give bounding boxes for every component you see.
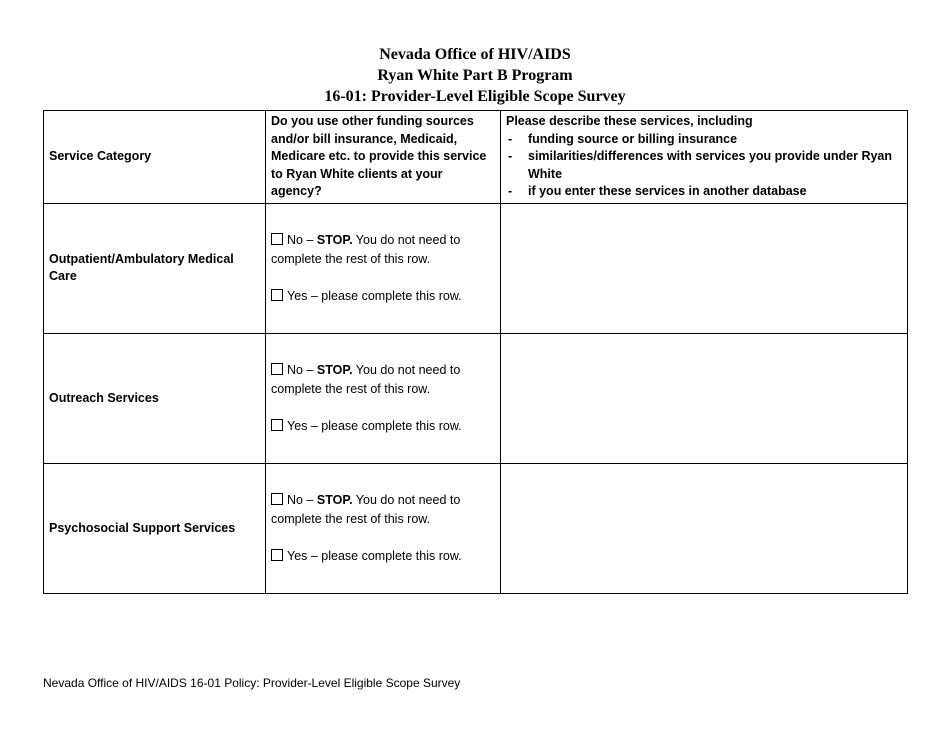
- description-input-cell[interactable]: [501, 333, 908, 463]
- yes-option: Yes – please complete this row.: [271, 417, 495, 436]
- no-option: No – STOP. You do not need to complete the rest of this row.: [271, 233, 461, 266]
- service-category-cell: Psychosocial Support Services: [44, 463, 266, 593]
- description-bullet: - if you enter these services in another database: [506, 183, 902, 201]
- service-category-cell: Outreach Services: [44, 333, 266, 463]
- yes-checkbox[interactable]: [271, 549, 283, 561]
- table-header-row: [44, 111, 908, 204]
- no-option: No – STOP. You do not need to complete the rest of this row.: [271, 363, 461, 396]
- description-input-cell[interactable]: [501, 203, 908, 333]
- description-bullet: - funding source or billing insurance: [506, 131, 902, 149]
- yes-checkbox[interactable]: [271, 419, 283, 431]
- description-header-intro: Please describe these services, including: [506, 114, 753, 128]
- description-header: [501, 111, 908, 204]
- title-line-2: Ryan White Part B Program: [377, 67, 573, 84]
- service-category-header: Service Category: [44, 111, 266, 204]
- no-checkbox[interactable]: [271, 493, 283, 505]
- survey-table: [43, 110, 908, 594]
- yes-option: Yes – please complete this row.: [271, 287, 495, 306]
- yes-checkbox[interactable]: [271, 289, 283, 301]
- no-option: No – STOP. You do not need to complete the rest of this row.: [271, 493, 461, 526]
- no-checkbox[interactable]: [271, 363, 283, 375]
- title-line-3: 16-01: Provider-Level Eligible Scope Survey: [324, 88, 626, 105]
- description-bullet-list: [506, 131, 902, 201]
- description-input-cell[interactable]: [501, 463, 908, 593]
- funding-options-cell: [266, 463, 501, 593]
- service-category-cell: Outpatient/Ambulatory Medical Care: [44, 203, 266, 333]
- funding-question-header: Do you use other funding sources and/or bill insurance, Medicaid, Medicare etc. to provide this service to Ryan White clients at your agency?: [266, 111, 501, 204]
- yes-option: Yes – please complete this row.: [271, 547, 495, 566]
- page-footer: Nevada Office of HIV/AIDS 16-01 Policy: Provider-Level Eligible Scope Survey: [43, 676, 461, 690]
- table-row: [44, 463, 908, 593]
- table-row: [44, 333, 908, 463]
- description-bullet: - similarities/differences with services you provide under Ryan White: [506, 148, 902, 183]
- title-line-1: Nevada Office of HIV/AIDS: [379, 46, 571, 63]
- funding-options-cell: [266, 333, 501, 463]
- table-row: [44, 203, 908, 333]
- funding-options-cell: [266, 203, 501, 333]
- no-checkbox[interactable]: [271, 233, 283, 245]
- document-title: [0, 44, 950, 107]
